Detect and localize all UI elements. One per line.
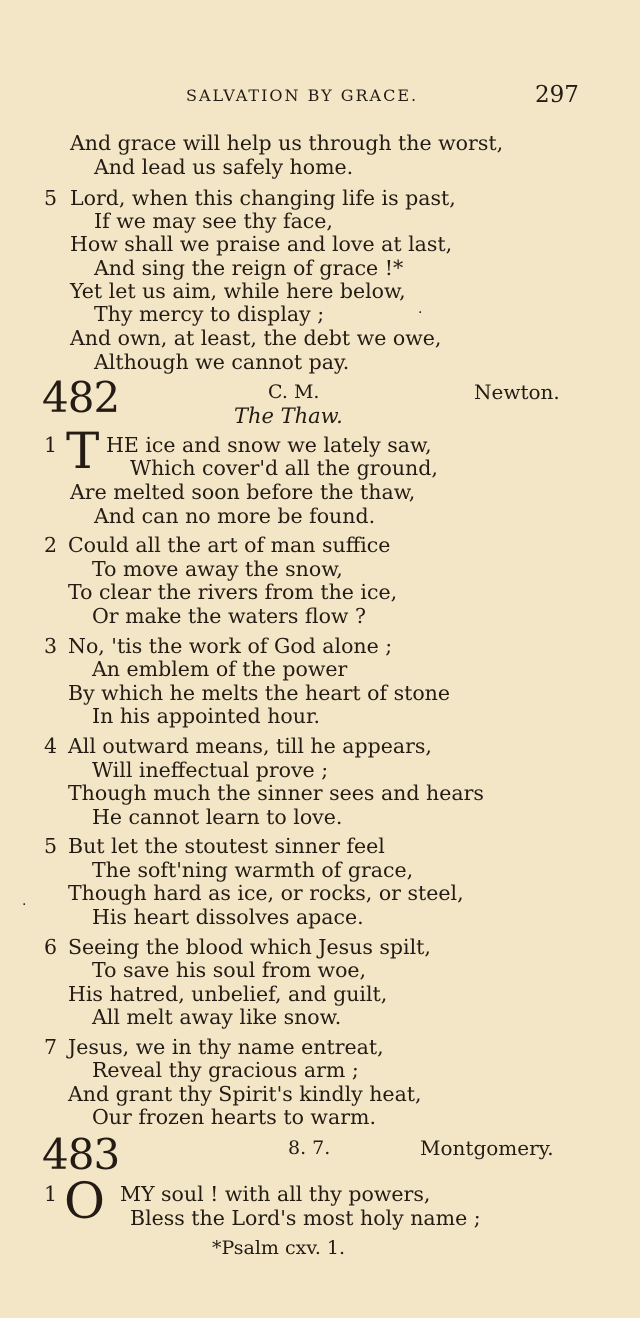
verse-number: 5 bbox=[44, 186, 58, 210]
verse-number: 1 bbox=[44, 433, 58, 457]
verse-line: Could all the art of man suffice bbox=[68, 533, 391, 557]
verse-line: Bless the Lord's most holy name ; bbox=[130, 1206, 481, 1230]
verse-line: Though much the sinner sees and hears bbox=[68, 781, 484, 805]
verse-number: 5 bbox=[44, 834, 58, 858]
verse-line: Or make the waters flow ? bbox=[92, 604, 366, 628]
verse-line: Seeing the blood which Jesus spilt, bbox=[68, 935, 431, 959]
print-speck: · bbox=[418, 305, 423, 321]
verse-number: 4 bbox=[44, 734, 58, 758]
verse-line: In his appointed hour. bbox=[92, 704, 321, 728]
verse-line: And sing the reign of grace !* bbox=[94, 256, 404, 280]
verse-line: But let the stoutest sinner feel bbox=[68, 834, 385, 858]
verse-line: And lead us safely home. bbox=[94, 155, 354, 179]
verse-line: And grace will help us through the worst, bbox=[70, 131, 504, 155]
verse-line: Though hard as ice, or rocks, or steel, bbox=[68, 881, 464, 905]
verse-line: No, 'tis the work of God alone ; bbox=[68, 634, 393, 658]
verse-line: His heart dissolves apace. bbox=[92, 905, 364, 929]
verse-line: How shall we praise and love at last, bbox=[70, 232, 453, 256]
verse-line: To move away the snow, bbox=[92, 557, 343, 581]
verse-number: 6 bbox=[44, 935, 58, 959]
hymn-title: The Thaw. bbox=[234, 404, 343, 428]
verse-number: 1 bbox=[44, 1182, 58, 1206]
verse-line: All melt away like snow. bbox=[92, 1005, 342, 1029]
verse-line: The soft'ning warmth of grace, bbox=[92, 858, 414, 882]
verse-line: Our frozen hearts to warm. bbox=[92, 1105, 376, 1129]
verse-line: By which he melts the heart of stone bbox=[68, 681, 451, 705]
running-head: SALVATION BY GRACE. bbox=[186, 86, 419, 105]
page-number: 297 bbox=[535, 82, 579, 108]
hymn-composer: Newton. bbox=[474, 380, 560, 404]
verse-number: 3 bbox=[44, 634, 58, 658]
drop-cap: T bbox=[66, 422, 100, 480]
hymn-number: 483 bbox=[42, 1130, 120, 1179]
verse-line: MY soul ! with all thy powers, bbox=[120, 1182, 431, 1206]
verse-line: All outward means, till he appears, bbox=[68, 734, 432, 758]
verse-line: And grant thy Spirit's kindly heat, bbox=[68, 1082, 422, 1106]
verse-line: And can no more be found. bbox=[94, 504, 376, 528]
verse-line: Yet let us aim, while here below, bbox=[70, 279, 406, 303]
verse-line: His hatred, unbelief, and guilt, bbox=[68, 982, 388, 1006]
verse-line: Lord, when this changing life is past, bbox=[70, 186, 456, 210]
verse-line: If we may see thy face, bbox=[94, 209, 333, 233]
hymn-number: 482 bbox=[42, 373, 120, 422]
verse-line: Are melted soon before the thaw, bbox=[70, 480, 416, 504]
hymn-composer: Montgomery. bbox=[420, 1136, 554, 1160]
verse-line: Although we cannot pay. bbox=[94, 350, 350, 374]
verse-line: Thy mercy to display ; bbox=[94, 302, 325, 326]
drop-cap: O bbox=[64, 1172, 105, 1230]
verse-line: Which cover'd all the ground, bbox=[130, 456, 438, 480]
verse-line: Reveal thy gracious arm ; bbox=[92, 1058, 359, 1082]
verse-line: An emblem of the power bbox=[92, 657, 348, 681]
hymn-meter: 8. 7. bbox=[288, 1137, 331, 1159]
verse-line: To clear the rivers from the ice, bbox=[68, 580, 398, 604]
verse-number: 2 bbox=[44, 533, 58, 557]
verse-number: 7 bbox=[44, 1035, 58, 1059]
verse-line: To save his soul from woe, bbox=[92, 958, 367, 982]
verse-line: Jesus, we in thy name entreat, bbox=[68, 1035, 384, 1059]
verse-line: HE ice and snow we lately saw, bbox=[106, 433, 432, 457]
verse-line: And own, at least, the debt we owe, bbox=[70, 326, 442, 350]
footnote: *Psalm cxv. 1. bbox=[212, 1237, 346, 1259]
hymn-meter: C. M. bbox=[268, 381, 320, 403]
print-speck: · bbox=[22, 897, 27, 913]
verse-line: Will ineffectual prove ; bbox=[92, 758, 329, 782]
verse-line: He cannot learn to love. bbox=[92, 805, 343, 829]
